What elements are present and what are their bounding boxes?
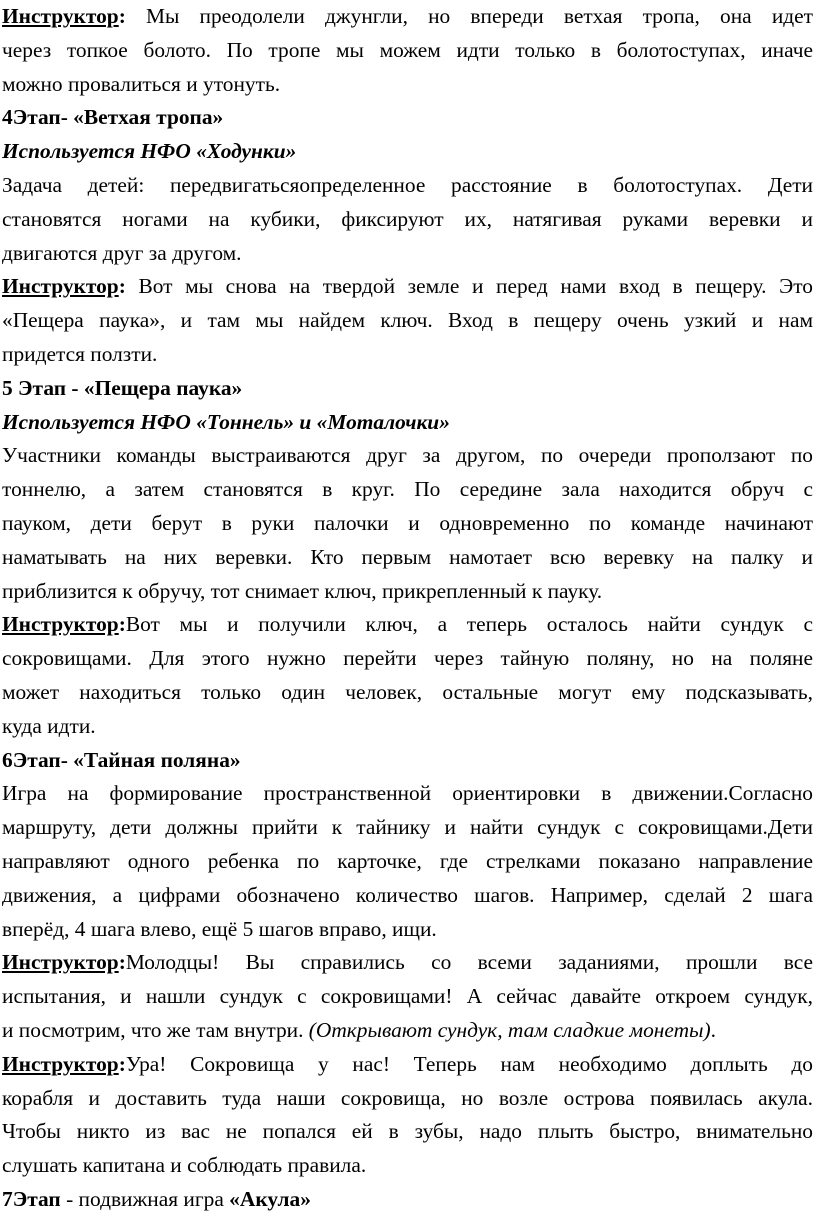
paragraph-text: Вот мы снова на твердой земле и перед нами вход в пещеру. Это [125, 274, 813, 299]
speaker-label: Инструктор [2, 274, 119, 299]
stage-heading: 4Этап- «Ветхая тропа» [2, 105, 224, 130]
speaker-colon: : [118, 950, 126, 975]
paragraph-text: Ура! Сокровища у нас! Теперь нам необходимо доплыть до [125, 1051, 813, 1076]
paragraph-text: . [710, 1017, 717, 1042]
speaker-colon: : [118, 612, 126, 637]
paragraph-line: «Пещера паука», и там мы найдем ключ. Вход в пещеру очень узкий и нам [2, 308, 813, 333]
stage-heading [2, 1183, 813, 1217]
paragraph-text: и посмотрим, что же там внутри. [2, 1017, 309, 1042]
stage-equipment: Используется НФО «Ходунки» [2, 139, 297, 164]
paragraph-line: куда идти. [2, 713, 96, 738]
paragraph-line: приблизится к обручу, тот снимает ключ, прикрепленный к пауку. [2, 578, 603, 603]
speaker-label: Инструктор [2, 950, 119, 975]
speaker-colon: : [118, 4, 126, 28]
stage-number: 7Этап [2, 1186, 61, 1211]
paragraph-line: вперёд, 4 шага влево, ещё 5 шагов вправо, ищи. [2, 916, 437, 941]
paragraph-line: Задача детей: передвигатьсяопределенное расстояние в болотоступах. Дети [2, 172, 813, 197]
paragraph-line: направляют одного ребенка по карточке, где стрелками показано направление [2, 848, 813, 873]
paragraph-line: Игра на формирование пространственной ориентировки в движении.Согласно [2, 781, 813, 806]
paragraph-line: Чтобы никто из вас не попался ей в зубы, надо плыть быстро, внимательно [2, 1119, 813, 1144]
stage-equipment: Используется НФО «Тоннель» и «Моталочки» [2, 409, 450, 434]
paragraph-line [2, 1014, 813, 1048]
paragraph-line: придется ползти. [2, 341, 158, 366]
speaker-colon: : [118, 274, 126, 299]
paragraph-line: наматывать на них веревки. Кто первым намотает всю веревку на палку и [2, 544, 813, 569]
speaker-colon: : [118, 1051, 126, 1076]
paragraph-line: Участники команды выстраиваются друг за другом, по очереди проползают по [2, 443, 813, 468]
stage-heading: 6Этап- «Тайная поляна» [2, 747, 241, 772]
paragraph-line [2, 0, 813, 34]
paragraph-line: слушать капитана и соблюдать правила. [2, 1153, 367, 1178]
paragraph-text: Мы преодолели джунгли, но впереди ветхая тропа, она идет [125, 4, 813, 28]
paragraph-line: может находиться только один человек, остальные могут ему подсказывать, [2, 679, 813, 704]
paragraph-line: маршруту, дети должны прийти к тайнику и найти сундук с сокровищами.Дети [2, 815, 813, 840]
paragraph-line: становятся ногами на кубики, фиксируют их, натягивая руками веревки и [2, 206, 813, 231]
stage-game-name: «Акула» [229, 1186, 311, 1211]
paragraph-line: через топкое болото. По тропе мы можем идти только в болотоступах, иначе [2, 37, 813, 62]
paragraph-text: Молодцы! Вы справились со всеми заданиями, прошли все [125, 950, 813, 975]
paragraph-line: двигаются друг за другом. [2, 240, 242, 265]
paragraph-line [2, 608, 813, 642]
speaker-label: Инструктор [2, 612, 119, 637]
speaker-label: Инструктор [2, 4, 119, 28]
paragraph-line [2, 946, 813, 980]
paragraph-line: пауком, дети берут в руки палочки и одновременно по команде начинают [2, 510, 813, 535]
paragraph-line: можно провалиться и утонуть. [2, 71, 281, 96]
stage-direction: (Открывают сундук, там сладкие монеты) [308, 1017, 711, 1042]
paragraph-line: корабля и доставить туда наши сокровища, но возле острова появилась акула. [2, 1085, 813, 1110]
paragraph-line [2, 1048, 813, 1082]
paragraph-line: сокровищами. Для этого нужно перейти через тайную поляну, но на поляне [2, 646, 813, 671]
stage-subtitle: - подвижная игра [60, 1186, 230, 1211]
paragraph-line: испытания, и нашли сундук с сокровищами! А сейчас давайте откроем сундук, [2, 984, 813, 1009]
stage-heading: 5 Этап - «Пещера паука» [2, 375, 243, 400]
paragraph-line: движения, а цифрами обозначено количество шагов. Например, сделай 2 шага [2, 882, 813, 907]
paragraph-line: тоннелю, а затем становятся в круг. По середине зала находится обруч с [2, 477, 813, 502]
paragraph-text: Вот мы и получили ключ, а теперь осталось найти сундук с [125, 612, 813, 637]
speaker-label: Инструктор [2, 1051, 119, 1076]
paragraph-line [2, 270, 813, 304]
